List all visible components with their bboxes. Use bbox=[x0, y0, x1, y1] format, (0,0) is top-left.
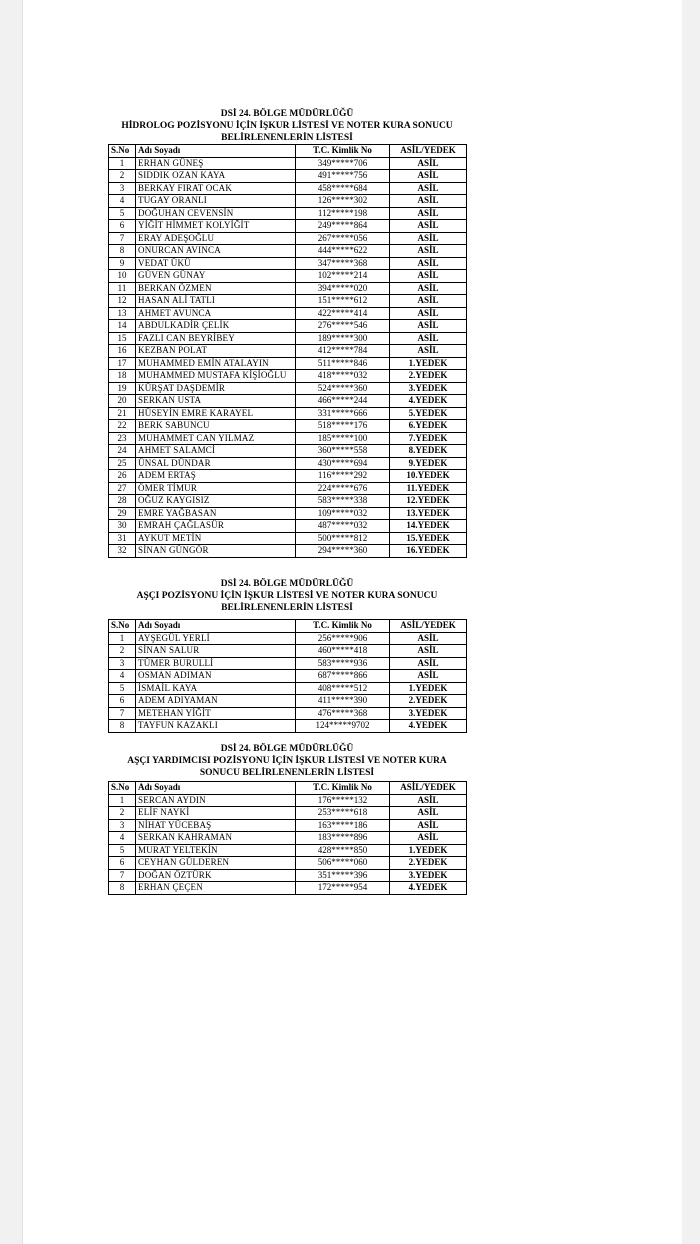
cell-name: SİNAN SALUR bbox=[136, 645, 296, 658]
cell-name: TÜMER BURULLİ bbox=[136, 657, 296, 670]
cell-tc-kimlik: 349*****706 bbox=[296, 157, 390, 170]
title-line: DSİ 24. BÖLGE MÜDÜRLÜĞÜ bbox=[220, 744, 354, 754]
table-row bbox=[109, 170, 467, 183]
table-row bbox=[109, 332, 467, 345]
cell-sno: 7 bbox=[109, 869, 136, 882]
cell-name: OSMAN ADIMAN bbox=[136, 670, 296, 683]
header-tc: T.C. Kimlik No bbox=[296, 145, 390, 158]
cell-tc-kimlik: 583*****338 bbox=[296, 495, 390, 508]
cell-status: ASİL bbox=[390, 794, 467, 807]
cell-tc-kimlik: 112*****198 bbox=[296, 207, 390, 220]
table-row bbox=[109, 257, 467, 270]
title-line: AŞÇI YARDIMCISI POZİSYONU İÇİN İŞKUR LİSTESİ VE NOTER KURA bbox=[127, 756, 447, 766]
cell-name: ELİF NAYKİ bbox=[136, 807, 296, 820]
title-line: SONUCU BELİRLENENLERİN LİSTESİ bbox=[199, 768, 375, 778]
cell-sno: 1 bbox=[109, 157, 136, 170]
cell-sno: 28 bbox=[109, 495, 136, 508]
cell-status: 2.YEDEK bbox=[390, 695, 467, 708]
cell-name: GÜVEN GÜNAY bbox=[136, 270, 296, 283]
cell-name: DOĞUHAN CEVENSİN bbox=[136, 207, 296, 220]
cell-name: KEZBAN POLAT bbox=[136, 345, 296, 358]
table-row bbox=[109, 207, 467, 220]
table-row bbox=[109, 695, 467, 708]
cell-name: AYKUT METİN bbox=[136, 532, 296, 545]
cell-name: ERAY ADEŞOĞLU bbox=[136, 232, 296, 245]
cell-status: ASİL bbox=[390, 832, 467, 845]
header-tc: T.C. Kimlik No bbox=[296, 620, 390, 633]
cell-sno: 4 bbox=[109, 832, 136, 845]
table-body bbox=[109, 157, 467, 557]
cell-status: ASİL bbox=[390, 207, 467, 220]
table-header-row bbox=[109, 782, 467, 795]
cell-tc-kimlik: 458*****684 bbox=[296, 182, 390, 195]
cell-status: 14.YEDEK bbox=[390, 520, 467, 533]
cell-name: BERKAN ÖZMEN bbox=[136, 282, 296, 295]
cell-sno: 30 bbox=[109, 520, 136, 533]
cell-name: OĞUZ KAYGISIZ bbox=[136, 495, 296, 508]
asci-table bbox=[108, 619, 467, 733]
table-row bbox=[109, 520, 467, 533]
cell-name: SERKAN KAHRAMAN bbox=[136, 832, 296, 845]
cell-name: MURAT YELTEKİN bbox=[136, 844, 296, 857]
table-row bbox=[109, 232, 467, 245]
cell-status: ASİL bbox=[390, 632, 467, 645]
cell-name: ONURCAN AVINCA bbox=[136, 245, 296, 258]
cell-name: VEDAT ÜKÜ bbox=[136, 257, 296, 270]
header-status: ASİL/YEDEK bbox=[390, 782, 467, 795]
cell-name: SIDDIK OZAN KAYA bbox=[136, 170, 296, 183]
cell-status: 11.YEDEK bbox=[390, 482, 467, 495]
table-row bbox=[109, 632, 467, 645]
cell-name: CEYHAN GÜLDEREN bbox=[136, 857, 296, 870]
title-line: HİDROLOG POZİSYONU İÇİN İŞKUR LİSTESİ VE NOTER KURA SONUCU bbox=[121, 121, 453, 131]
cell-sno: 4 bbox=[109, 195, 136, 208]
cell-tc-kimlik: 408*****512 bbox=[296, 682, 390, 695]
cell-tc-kimlik: 267*****056 bbox=[296, 232, 390, 245]
cell-name: ERHAN GÜNEŞ bbox=[136, 157, 296, 170]
table-row bbox=[109, 857, 467, 870]
cell-tc-kimlik: 687*****866 bbox=[296, 670, 390, 683]
cell-sno: 20 bbox=[109, 395, 136, 408]
cell-sno: 6 bbox=[109, 695, 136, 708]
cell-status: ASİL bbox=[390, 282, 467, 295]
cell-sno: 3 bbox=[109, 657, 136, 670]
cell-sno: 8 bbox=[109, 245, 136, 258]
cell-tc-kimlik: 524*****360 bbox=[296, 382, 390, 395]
cell-sno: 25 bbox=[109, 457, 136, 470]
table-row bbox=[109, 844, 467, 857]
cell-status: 16.YEDEK bbox=[390, 545, 467, 558]
cell-status: 13.YEDEK bbox=[390, 507, 467, 520]
cell-status: ASİL bbox=[390, 220, 467, 233]
header-sno: S.No bbox=[109, 145, 136, 158]
header-name: Adı Soyadı bbox=[136, 782, 296, 795]
cell-tc-kimlik: 183*****896 bbox=[296, 832, 390, 845]
table-row bbox=[109, 382, 467, 395]
cell-status: ASİL bbox=[390, 670, 467, 683]
cell-sno: 13 bbox=[109, 307, 136, 320]
cell-status: 10.YEDEK bbox=[390, 470, 467, 483]
cell-sno: 18 bbox=[109, 370, 136, 383]
cell-name: HASAN ALİ TATLI bbox=[136, 295, 296, 308]
cell-status: 1.YEDEK bbox=[390, 682, 467, 695]
cell-tc-kimlik: 331*****666 bbox=[296, 407, 390, 420]
cell-tc-kimlik: 116*****292 bbox=[296, 470, 390, 483]
table-row bbox=[109, 395, 467, 408]
cell-status: ASİL bbox=[390, 807, 467, 820]
cell-name: AYŞEGÜL YERLİ bbox=[136, 632, 296, 645]
cell-name: BERK SABUNCU bbox=[136, 420, 296, 433]
cell-status: ASİL bbox=[390, 645, 467, 658]
table-row bbox=[109, 407, 467, 420]
cell-name: SERKAN USTA bbox=[136, 395, 296, 408]
header-name: Adı Soyadı bbox=[136, 620, 296, 633]
cell-sno: 11 bbox=[109, 282, 136, 295]
cell-tc-kimlik: 444*****622 bbox=[296, 245, 390, 258]
cell-status: 7.YEDEK bbox=[390, 432, 467, 445]
cell-name: SİNAN GÜNGÖR bbox=[136, 545, 296, 558]
table-row bbox=[109, 457, 467, 470]
cell-status: ASİL bbox=[390, 232, 467, 245]
cell-status: 4.YEDEK bbox=[390, 395, 467, 408]
table-row bbox=[109, 794, 467, 807]
cell-status: 15.YEDEK bbox=[390, 532, 467, 545]
table-row bbox=[109, 657, 467, 670]
table-row bbox=[109, 307, 467, 320]
hidrolog-table bbox=[108, 144, 467, 558]
cell-status: ASİL bbox=[390, 320, 467, 333]
cell-status: 3.YEDEK bbox=[390, 869, 467, 882]
table-row bbox=[109, 482, 467, 495]
cell-name: ÖMER TİMUR bbox=[136, 482, 296, 495]
cell-tc-kimlik: 253*****618 bbox=[296, 807, 390, 820]
cell-tc-kimlik: 294*****360 bbox=[296, 545, 390, 558]
cell-status: 12.YEDEK bbox=[390, 495, 467, 508]
table-row bbox=[109, 645, 467, 658]
title-line: BELİRLENENLERİN LİSTESİ bbox=[221, 133, 353, 143]
cell-status: 3.YEDEK bbox=[390, 382, 467, 395]
cell-sno: 5 bbox=[109, 844, 136, 857]
table-row bbox=[109, 420, 467, 433]
cell-name: ADEM ERTAŞ bbox=[136, 470, 296, 483]
cell-name: FAZLI CAN BEYRİBEY bbox=[136, 332, 296, 345]
cell-name: ÜNSAL DÜNDAR bbox=[136, 457, 296, 470]
cell-tc-kimlik: 249*****864 bbox=[296, 220, 390, 233]
cell-sno: 21 bbox=[109, 407, 136, 420]
table-row bbox=[109, 195, 467, 208]
cell-sno: 4 bbox=[109, 670, 136, 683]
cell-status: ASİL bbox=[390, 819, 467, 832]
cell-status: ASİL bbox=[390, 307, 467, 320]
table-header-row bbox=[109, 620, 467, 633]
cell-tc-kimlik: 418*****032 bbox=[296, 370, 390, 383]
table-row bbox=[109, 545, 467, 558]
cell-tc-kimlik: 583*****936 bbox=[296, 657, 390, 670]
cell-tc-kimlik: 360*****558 bbox=[296, 445, 390, 458]
cell-tc-kimlik: 224*****676 bbox=[296, 482, 390, 495]
cell-sno: 27 bbox=[109, 482, 136, 495]
cell-sno: 19 bbox=[109, 382, 136, 395]
cell-name: İSMAİL KAYA bbox=[136, 682, 296, 695]
cell-name: ADEM ADIYAMAN bbox=[136, 695, 296, 708]
cell-sno: 3 bbox=[109, 182, 136, 195]
header-status: ASİL/YEDEK bbox=[390, 620, 467, 633]
cell-name: MUHAMMED MUSTAFA KİŞİOĞLU bbox=[136, 370, 296, 383]
cell-name: TUGAY ORANLI bbox=[136, 195, 296, 208]
cell-sno: 31 bbox=[109, 532, 136, 545]
cell-sno: 5 bbox=[109, 682, 136, 695]
cell-name: BERKAY FIRAT OCAK bbox=[136, 182, 296, 195]
table-row bbox=[109, 720, 467, 733]
cell-sno: 7 bbox=[109, 232, 136, 245]
cell-sno: 17 bbox=[109, 357, 136, 370]
cell-sno: 22 bbox=[109, 420, 136, 433]
table-header-row bbox=[109, 145, 467, 158]
cell-status: 1.YEDEK bbox=[390, 844, 467, 857]
title-line: DSİ 24. BÖLGE MÜDÜRLÜĞÜ bbox=[220, 579, 354, 589]
cell-sno: 6 bbox=[109, 857, 136, 870]
section-title-hidrolog bbox=[108, 108, 466, 144]
header-tc: T.C. Kimlik No bbox=[296, 782, 390, 795]
cell-tc-kimlik: 412*****784 bbox=[296, 345, 390, 358]
cell-status: ASİL bbox=[390, 657, 467, 670]
cell-sno: 26 bbox=[109, 470, 136, 483]
cell-tc-kimlik: 109*****032 bbox=[296, 507, 390, 520]
cell-tc-kimlik: 276*****546 bbox=[296, 320, 390, 333]
table-row bbox=[109, 470, 467, 483]
header-sno: S.No bbox=[109, 620, 136, 633]
cell-name: YİĞİT HİMMET KOLYİĞİT bbox=[136, 220, 296, 233]
cell-name: MUHAMMET CAN YILMAZ bbox=[136, 432, 296, 445]
cell-name: SERCAN AYDIN bbox=[136, 794, 296, 807]
cell-tc-kimlik: 124*****9702 bbox=[296, 720, 390, 733]
cell-name: TAYFUN KAZAKLI bbox=[136, 720, 296, 733]
cell-sno: 32 bbox=[109, 545, 136, 558]
cell-status: ASİL bbox=[390, 345, 467, 358]
cell-status: 4.YEDEK bbox=[390, 882, 467, 895]
section-title-asci bbox=[108, 578, 466, 614]
cell-tc-kimlik: 511*****846 bbox=[296, 357, 390, 370]
cell-sno: 3 bbox=[109, 819, 136, 832]
cell-tc-kimlik: 176*****132 bbox=[296, 794, 390, 807]
table-row bbox=[109, 345, 467, 358]
table-row bbox=[109, 807, 467, 820]
table-row bbox=[109, 357, 467, 370]
cell-tc-kimlik: 518*****176 bbox=[296, 420, 390, 433]
cell-sno: 6 bbox=[109, 220, 136, 233]
cell-sno: 7 bbox=[109, 707, 136, 720]
cell-status: ASİL bbox=[390, 295, 467, 308]
cell-sno: 2 bbox=[109, 645, 136, 658]
table-row bbox=[109, 682, 467, 695]
cell-sno: 12 bbox=[109, 295, 136, 308]
table-row bbox=[109, 432, 467, 445]
cell-sno: 2 bbox=[109, 170, 136, 183]
cell-tc-kimlik: 487*****032 bbox=[296, 520, 390, 533]
cell-sno: 10 bbox=[109, 270, 136, 283]
cell-tc-kimlik: 506*****060 bbox=[296, 857, 390, 870]
cell-name: AHMET AVUNCA bbox=[136, 307, 296, 320]
cell-tc-kimlik: 256*****906 bbox=[296, 632, 390, 645]
header-status: ASİL/YEDEK bbox=[390, 145, 467, 158]
cell-tc-kimlik: 476*****368 bbox=[296, 707, 390, 720]
cell-sno: 1 bbox=[109, 794, 136, 807]
table-row bbox=[109, 220, 467, 233]
cell-status: ASİL bbox=[390, 182, 467, 195]
header-name: Adı Soyadı bbox=[136, 145, 296, 158]
cell-sno: 15 bbox=[109, 332, 136, 345]
cell-tc-kimlik: 126*****302 bbox=[296, 195, 390, 208]
table-row bbox=[109, 270, 467, 283]
cell-status: ASİL bbox=[390, 195, 467, 208]
cell-status: ASİL bbox=[390, 170, 467, 183]
table-row bbox=[109, 869, 467, 882]
cell-sno: 16 bbox=[109, 345, 136, 358]
cell-tc-kimlik: 428*****850 bbox=[296, 844, 390, 857]
title-line: DSİ 24. BÖLGE MÜDÜRLÜĞÜ bbox=[220, 109, 354, 119]
table-row bbox=[109, 295, 467, 308]
title-line: BELİRLENENLERİN LİSTESİ bbox=[221, 603, 353, 613]
cell-name: ERHAN ÇEÇEN bbox=[136, 882, 296, 895]
cell-name: AHMET SALAMCİ bbox=[136, 445, 296, 458]
table-row bbox=[109, 819, 467, 832]
cell-sno: 8 bbox=[109, 882, 136, 895]
page-edge bbox=[22, 0, 23, 1244]
cell-tc-kimlik: 351*****396 bbox=[296, 869, 390, 882]
table-row bbox=[109, 445, 467, 458]
cell-name: NİHAT YÜCEBAŞ bbox=[136, 819, 296, 832]
cell-sno: 8 bbox=[109, 720, 136, 733]
cell-name: KÜRŞAT DAŞDEMİR bbox=[136, 382, 296, 395]
cell-status: ASİL bbox=[390, 332, 467, 345]
cell-status: ASİL bbox=[390, 270, 467, 283]
cell-status: 6.YEDEK bbox=[390, 420, 467, 433]
cell-tc-kimlik: 172*****954 bbox=[296, 882, 390, 895]
cell-name: DOĞAN ÖZTÜRK bbox=[136, 869, 296, 882]
table-row bbox=[109, 832, 467, 845]
table-row bbox=[109, 245, 467, 258]
section-title-asci-yardimcisi bbox=[108, 743, 466, 779]
title-line: AŞÇI POZİSYONU İÇİN İŞKUR LİSTESİ VE NOTER KURA SONUCU bbox=[136, 591, 438, 601]
cell-status: 2.YEDEK bbox=[390, 370, 467, 383]
cell-name: ABDULKADİR ÇELİK bbox=[136, 320, 296, 333]
cell-status: 4.YEDEK bbox=[390, 720, 467, 733]
table-row bbox=[109, 370, 467, 383]
cell-sno: 23 bbox=[109, 432, 136, 445]
cell-tc-kimlik: 500*****812 bbox=[296, 532, 390, 545]
cell-sno: 1 bbox=[109, 632, 136, 645]
cell-tc-kimlik: 347*****368 bbox=[296, 257, 390, 270]
table-body bbox=[109, 632, 467, 732]
cell-name: METEHAN YİĞİT bbox=[136, 707, 296, 720]
table-row bbox=[109, 320, 467, 333]
asci-yardimcisi-table bbox=[108, 781, 467, 895]
table-row bbox=[109, 182, 467, 195]
cell-status: ASİL bbox=[390, 157, 467, 170]
cell-status: 3.YEDEK bbox=[390, 707, 467, 720]
cell-name: EMRE YAĞBASAN bbox=[136, 507, 296, 520]
cell-status: 5.YEDEK bbox=[390, 407, 467, 420]
cell-tc-kimlik: 430*****694 bbox=[296, 457, 390, 470]
cell-tc-kimlik: 185*****100 bbox=[296, 432, 390, 445]
cell-tc-kimlik: 163*****186 bbox=[296, 819, 390, 832]
cell-tc-kimlik: 466*****244 bbox=[296, 395, 390, 408]
table-row bbox=[109, 882, 467, 895]
cell-sno: 5 bbox=[109, 207, 136, 220]
cell-tc-kimlik: 422*****414 bbox=[296, 307, 390, 320]
cell-sno: 14 bbox=[109, 320, 136, 333]
cell-status: 9.YEDEK bbox=[390, 457, 467, 470]
table-row bbox=[109, 282, 467, 295]
cell-status: 8.YEDEK bbox=[390, 445, 467, 458]
cell-status: 1.YEDEK bbox=[390, 357, 467, 370]
cell-tc-kimlik: 411*****390 bbox=[296, 695, 390, 708]
table-row bbox=[109, 532, 467, 545]
cell-tc-kimlik: 189*****300 bbox=[296, 332, 390, 345]
table-body bbox=[109, 794, 467, 894]
table-row bbox=[109, 707, 467, 720]
cell-tc-kimlik: 151*****612 bbox=[296, 295, 390, 308]
cell-sno: 29 bbox=[109, 507, 136, 520]
cell-sno: 2 bbox=[109, 807, 136, 820]
table-row bbox=[109, 507, 467, 520]
cell-tc-kimlik: 491*****756 bbox=[296, 170, 390, 183]
table-row bbox=[109, 670, 467, 683]
header-sno: S.No bbox=[109, 782, 136, 795]
cell-name: MUHAMMED EMİN ATALAYIN bbox=[136, 357, 296, 370]
cell-status: 2.YEDEK bbox=[390, 857, 467, 870]
cell-sno: 9 bbox=[109, 257, 136, 270]
table-row bbox=[109, 157, 467, 170]
cell-sno: 24 bbox=[109, 445, 136, 458]
cell-name: EMRAH ÇAĞLASÜR bbox=[136, 520, 296, 533]
cell-tc-kimlik: 102*****214 bbox=[296, 270, 390, 283]
table-row bbox=[109, 495, 467, 508]
cell-tc-kimlik: 460*****418 bbox=[296, 645, 390, 658]
cell-status: ASİL bbox=[390, 257, 467, 270]
cell-tc-kimlik: 394*****020 bbox=[296, 282, 390, 295]
cell-name: HÜSEYİN EMRE KARAYEL bbox=[136, 407, 296, 420]
cell-status: ASİL bbox=[390, 245, 467, 258]
